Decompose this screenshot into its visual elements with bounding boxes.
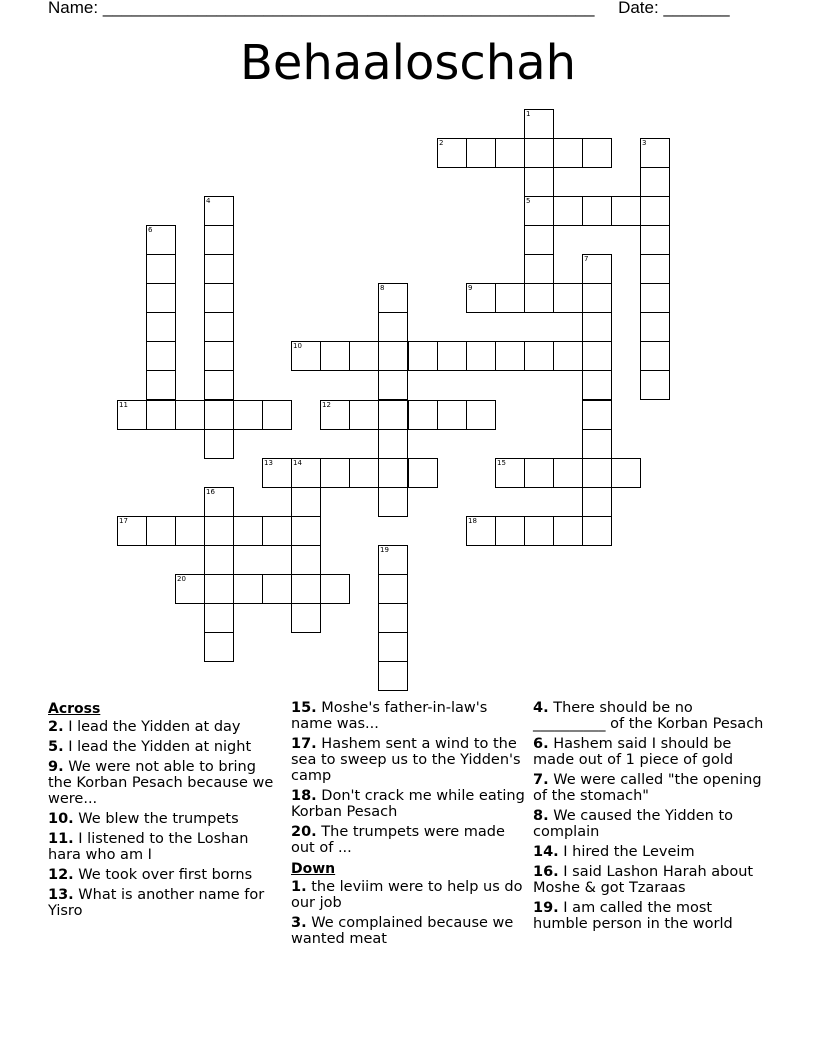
grid-cell[interactable]	[262, 516, 292, 546]
clue-text: I hired the Leveim	[558, 844, 695, 860]
date-label: Date:	[618, 0, 659, 17]
grid-cell[interactable]	[553, 458, 583, 488]
grid-cell[interactable]	[378, 661, 408, 691]
grid-cell[interactable]	[640, 138, 670, 168]
cell-number: 12	[322, 401, 331, 409]
grid-cell[interactable]	[204, 370, 234, 400]
grid-cell[interactable]	[466, 138, 496, 168]
grid-cell[interactable]	[553, 341, 583, 371]
clue-number: 3.	[291, 915, 307, 931]
grid-cell[interactable]	[524, 458, 554, 488]
grid-cell[interactable]	[524, 138, 554, 168]
grid-cell[interactable]	[291, 574, 321, 604]
grid-cell[interactable]	[582, 254, 612, 284]
grid-cell[interactable]	[233, 400, 263, 430]
grid-cell[interactable]	[378, 603, 408, 633]
clue-text: We took over first borns	[73, 867, 253, 883]
grid-cell[interactable]	[408, 341, 438, 371]
grid-cell[interactable]	[378, 574, 408, 604]
clue-across	[48, 867, 284, 883]
grid-cell[interactable]	[611, 196, 641, 226]
grid-cell[interactable]	[204, 574, 234, 604]
clue-number: 13.	[48, 887, 74, 903]
grid-cell[interactable]	[204, 545, 234, 575]
grid-cell[interactable]	[146, 370, 176, 400]
grid-cell[interactable]	[146, 283, 176, 313]
grid-cell[interactable]	[349, 400, 379, 430]
grid-cell[interactable]	[291, 603, 321, 633]
clues-column-3	[533, 700, 769, 936]
cell-number: 14	[293, 459, 302, 467]
clue-across	[48, 759, 284, 807]
grid-cell[interactable]	[582, 283, 612, 313]
grid-cell[interactable]	[378, 632, 408, 662]
grid-cell[interactable]	[146, 516, 176, 546]
grid-cell[interactable]	[553, 283, 583, 313]
grid-cell[interactable]	[495, 283, 525, 313]
cell-number: 6	[148, 226, 153, 234]
grid-cell[interactable]	[117, 516, 147, 546]
grid-cell[interactable]	[204, 283, 234, 313]
grid-cell[interactable]	[582, 487, 612, 517]
grid-cell[interactable]	[640, 283, 670, 313]
cell-number: 4	[206, 197, 211, 205]
clue-text: We were called "the opening of the stomach"	[533, 772, 762, 804]
cell-number: 15	[497, 459, 506, 467]
clue-number: 10.	[48, 811, 74, 827]
clue-text: Hashem sent a wind to the sea to sweep us to the Yidden's camp	[291, 736, 521, 784]
grid-cell[interactable]	[146, 341, 176, 371]
grid-cell[interactable]	[291, 487, 321, 517]
grid-cell[interactable]	[495, 458, 525, 488]
grid-cell[interactable]	[524, 516, 554, 546]
clue-text: We were not able to bring the Korban Pesach because we were...	[48, 759, 274, 807]
clue-text: We blew the trumpets	[73, 811, 239, 827]
clue-number: 17.	[291, 736, 317, 752]
grid-cell[interactable]	[524, 225, 554, 255]
grid-cell[interactable]	[204, 603, 234, 633]
grid-cell[interactable]	[640, 370, 670, 400]
grid-cell[interactable]	[320, 574, 350, 604]
grid-cell[interactable]	[524, 254, 554, 284]
cell-number: 19	[380, 546, 389, 554]
grid-cell[interactable]	[553, 138, 583, 168]
clue-number: 12.	[48, 867, 74, 883]
clue-across	[291, 700, 527, 732]
grid-cell[interactable]	[204, 429, 234, 459]
grid-cell[interactable]	[320, 341, 350, 371]
cell-number: 18	[468, 517, 477, 525]
clues-column-2	[291, 700, 527, 951]
clue-down	[533, 844, 769, 860]
grid-cell[interactable]	[146, 312, 176, 342]
grid-cell[interactable]	[233, 516, 263, 546]
grid-cell[interactable]	[553, 516, 583, 546]
grid-cell[interactable]	[378, 370, 408, 400]
clue-down	[533, 900, 769, 932]
clue-number: 2.	[48, 719, 64, 735]
grid-cell[interactable]	[408, 400, 438, 430]
clue-across	[291, 824, 527, 856]
grid-cell[interactable]	[437, 138, 467, 168]
grid-cell[interactable]	[233, 574, 263, 604]
grid-cell[interactable]	[466, 341, 496, 371]
clue-text: Moshe's father-in-law's name was...	[291, 700, 488, 732]
clue-down	[291, 915, 527, 947]
grid-cell[interactable]	[175, 400, 205, 430]
cell-number: 13	[264, 459, 273, 467]
grid-cell[interactable]	[204, 400, 234, 430]
clue-text: We complained because we wanted meat	[291, 915, 514, 947]
grid-cell[interactable]	[437, 400, 467, 430]
grid-cell[interactable]	[146, 225, 176, 255]
grid-cell[interactable]	[524, 109, 554, 139]
clue-number: 14.	[533, 844, 559, 860]
grid-cell[interactable]	[175, 574, 205, 604]
clue-across	[291, 788, 527, 820]
grid-cell[interactable]	[611, 458, 641, 488]
grid-cell[interactable]	[582, 429, 612, 459]
clue-text: I listened to the Loshan hara who am I	[48, 831, 249, 863]
clue-number: 9.	[48, 759, 64, 775]
grid-cell[interactable]	[582, 370, 612, 400]
grid-cell[interactable]	[582, 458, 612, 488]
grid-cell[interactable]	[291, 516, 321, 546]
cell-number: 7	[584, 255, 589, 263]
down-heading: Down	[291, 861, 336, 877]
clue-number: 16.	[533, 864, 559, 880]
grid-cell[interactable]	[378, 283, 408, 313]
grid-cell[interactable]	[582, 516, 612, 546]
grid-cell[interactable]	[378, 341, 408, 371]
grid-cell[interactable]	[320, 400, 350, 430]
clue-number: 15.	[291, 700, 317, 716]
grid-cell[interactable]	[582, 400, 612, 430]
grid-cell[interactable]	[175, 516, 205, 546]
clue-text: I said Lashon Harah about Moshe & got Tzaraas	[533, 864, 754, 896]
name-blank[interactable]: ____________________________________________________	[102, 0, 595, 17]
clue-across	[48, 739, 284, 755]
grid-cell[interactable]	[349, 341, 379, 371]
clue-text: the leviim were to help us do our job	[291, 879, 523, 911]
cell-number: 11	[119, 401, 128, 409]
grid-cell[interactable]	[262, 400, 292, 430]
grid-cell[interactable]	[582, 138, 612, 168]
clue-number: 1.	[291, 879, 307, 895]
grid-cell[interactable]	[466, 400, 496, 430]
clue-number: 18.	[291, 788, 317, 804]
cell-number: 20	[177, 575, 186, 583]
grid-cell[interactable]	[204, 225, 234, 255]
clues-column-1	[48, 700, 284, 923]
grid-cell[interactable]	[640, 312, 670, 342]
clue-number: 7.	[533, 772, 549, 788]
clue-number: 8.	[533, 808, 549, 824]
grid-cell[interactable]	[262, 574, 292, 604]
grid-cell[interactable]	[204, 341, 234, 371]
grid-cell[interactable]	[204, 632, 234, 662]
across-heading: Across	[48, 701, 101, 717]
clue-down	[533, 808, 769, 840]
clue-across	[48, 719, 284, 735]
grid-cell[interactable]	[640, 167, 670, 197]
grid-cell[interactable]	[349, 458, 379, 488]
grid-cell[interactable]	[378, 545, 408, 575]
grid-cell[interactable]	[204, 196, 234, 226]
cell-number: 8	[380, 284, 385, 292]
grid-cell[interactable]	[495, 341, 525, 371]
clue-number: 5.	[48, 739, 64, 755]
clue-number: 6.	[533, 736, 549, 752]
clue-text: Don't crack me while eating Korban Pesach	[291, 788, 525, 820]
cell-number: 9	[468, 284, 473, 292]
grid-cell[interactable]	[204, 487, 234, 517]
grid-cell[interactable]	[466, 516, 496, 546]
grid-cell[interactable]	[640, 225, 670, 255]
grid-cell[interactable]	[378, 458, 408, 488]
clue-down	[533, 772, 769, 804]
grid-cell[interactable]	[466, 283, 496, 313]
grid-cell[interactable]	[553, 196, 583, 226]
cell-number: 17	[119, 517, 128, 525]
grid-cell[interactable]	[204, 516, 234, 546]
date-blank[interactable]: _______	[663, 0, 730, 17]
grid-cell[interactable]	[320, 458, 350, 488]
grid-cell[interactable]	[378, 312, 408, 342]
cell-number: 2	[439, 139, 444, 147]
grid-cell[interactable]	[117, 400, 147, 430]
clue-text: I lead the Yidden at day	[63, 719, 241, 735]
clue-down	[291, 879, 527, 911]
clue-across	[291, 736, 527, 784]
clue-text: There should be no __________ of the Korban Pesach	[533, 700, 764, 732]
grid-cell[interactable]	[640, 254, 670, 284]
cell-number: 16	[206, 488, 215, 496]
clue-across	[48, 811, 284, 827]
clue-text: I lead the Yidden at night	[63, 739, 252, 755]
grid-cell[interactable]	[437, 341, 467, 371]
grid-cell[interactable]	[582, 312, 612, 342]
grid-cell[interactable]	[582, 196, 612, 226]
clue-across	[48, 831, 284, 863]
grid-cell[interactable]	[291, 545, 321, 575]
grid-cell[interactable]	[378, 487, 408, 517]
clue-text: The trumpets were made out of ...	[291, 824, 505, 856]
grid-cell[interactable]	[408, 458, 438, 488]
grid-cell[interactable]	[524, 196, 554, 226]
cell-number: 1	[526, 110, 531, 118]
clue-down	[533, 700, 769, 732]
grid-cell[interactable]	[378, 400, 408, 430]
grid-cell[interactable]	[640, 341, 670, 371]
grid-cell[interactable]	[495, 138, 525, 168]
clue-number: 11.	[48, 831, 74, 847]
clue-text: Hashem said I should be made out of 1 piece of gold	[533, 736, 734, 768]
grid-cell[interactable]	[378, 429, 408, 459]
grid-cell[interactable]	[524, 341, 554, 371]
grid-cell[interactable]	[262, 458, 292, 488]
page-title: Behaaloschah	[239, 35, 577, 91]
grid-cell[interactable]	[582, 341, 612, 371]
grid-cell[interactable]	[524, 167, 554, 197]
clue-down	[533, 864, 769, 896]
grid-cell[interactable]	[204, 312, 234, 342]
name-label: Name:	[48, 0, 99, 17]
clue-across	[48, 887, 284, 919]
grid-cell[interactable]	[146, 254, 176, 284]
grid-cell[interactable]	[640, 196, 670, 226]
grid-cell[interactable]	[291, 341, 321, 371]
clue-number: 4.	[533, 700, 549, 716]
clue-number: 20.	[291, 824, 317, 840]
clue-down	[533, 736, 769, 768]
grid-cell[interactable]	[291, 458, 321, 488]
cell-number: 10	[293, 342, 302, 350]
grid-cell[interactable]	[495, 516, 525, 546]
grid-cell[interactable]	[204, 254, 234, 284]
grid-cell[interactable]	[524, 283, 554, 313]
clue-text: I am called the most humble person in the world	[533, 900, 733, 932]
clue-text: We caused the Yidden to complain	[533, 808, 734, 840]
cell-number: 5	[526, 197, 531, 205]
grid-cell[interactable]	[146, 400, 176, 430]
cell-number: 3	[642, 139, 647, 147]
clue-text: What is another name for Yisro	[48, 887, 265, 919]
clue-number: 19.	[533, 900, 559, 916]
